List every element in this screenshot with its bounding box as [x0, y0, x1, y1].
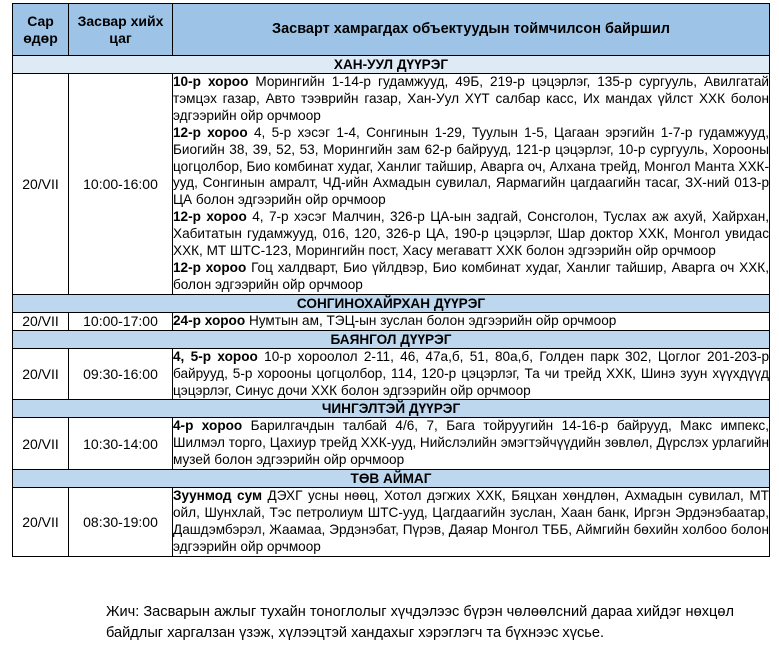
table-row [13, 418, 770, 470]
location-text: 4, 5-р хэсэг 1-4, Сонгинын 1-29, Туулын 1-5, Цагаан эрэгийн 1-7-р гудамжууд, Биогийн 38, 39, 52, 53, Морингийн зам 62-р байрууд, 121-р цэцэрлэг, 10-р сургууль, Хорооны цогцолбор, Био комбинат худаг, Ханлиг тайшир, Аварга оч, Алхана трейд, Монгол Манта ХХК-ууд, Сонгинын амралт, ЧД-ийн Ахмадын сувилал, Яармагийн цагдаагийн тасаг, ЗХ-ний 013-р ЦА болон эдгээрийн ойр орчмоор [173, 124, 769, 208]
district-row [13, 294, 770, 312]
location-text: Барилгачдын талбай 4/6, 7, Бага тойруугийн 14-16-р байрууд, Макс импекс, Шилмэл торго, Цахиур трейд ХХК-ууд, Нийслэлийн эмэгтэйчүүдийн зөвлөл, Дүрслэх урлагийн музей болон эдгээрийн ойр орчмоор [173, 418, 769, 468]
location-cell [173, 418, 770, 470]
outage-schedule-table [12, 3, 770, 557]
date-cell: 20/VII [13, 312, 69, 330]
header-location: Засварт хамрагдах объектуудын тоймчилсон байршил [173, 4, 770, 56]
table-row [13, 312, 770, 330]
unit-name: 4-р хороо [173, 418, 243, 434]
unit-name: 4, 5-р хороо [173, 348, 258, 364]
location-text: 4, 7-р хэсэг Малчин, 326-р ЦА-ын задгай, Сонсголон, Туслах аж ахуй, Хайрхан, Хабитатын гудамжууд, 016, 120, 326-р ЦА, 190-р цэцэрлэг, Шар доктор ХХК, Монгол увидас ХХК, МТ ШТС-123, Морингийн пост, Хасу мегаватт ХХК болон эдгээрийн ойр орчмоор [173, 209, 769, 259]
date-cell: 20/VII [13, 488, 69, 557]
time-cell: 10:00-16:00 [69, 74, 173, 295]
location-entry [173, 209, 769, 260]
district-row [13, 400, 770, 418]
unit-name: 24-р хороо [173, 312, 246, 328]
header-time: Засвар хийх цаг [69, 4, 173, 56]
location-entry [173, 418, 769, 469]
district-name: ХАН-УУЛ ДҮҮРЭГ [13, 56, 770, 74]
location-cell [173, 348, 770, 400]
location-text: Гоц халдварт, Био үйлдвэр, Био комбинат худаг, Ханлиг тайшир, Аварга оч ХХК, болон эдгээрийн ойр орчмоор [173, 259, 769, 292]
location-entry [173, 125, 769, 210]
unit-name: Зуунмод сум [173, 488, 263, 504]
location-text: Нумтын ам, ТЭЦ-ын зуслан болон эдгээрийн ойр орчмоор [245, 312, 617, 328]
header-date: Сар өдөр [13, 4, 69, 56]
unit-name: 10-р хороо [173, 74, 249, 89]
time-cell: 08:30-19:00 [69, 488, 173, 557]
date-cell: 20/VII [13, 418, 69, 470]
location-entry [173, 74, 769, 125]
table-header-row [13, 4, 770, 56]
location-entry [173, 313, 769, 330]
location-entry [173, 349, 769, 400]
district-row [13, 56, 770, 74]
date-cell: 20/VII [13, 74, 69, 295]
table-row [13, 74, 770, 295]
date-cell: 20/VII [13, 348, 69, 400]
location-entry [173, 260, 769, 294]
location-cell [173, 74, 770, 295]
time-cell: 10:00-17:00 [69, 312, 173, 330]
location-text: Морингийн 1-14-р гудамжууд, 49Б, 219-р цэцэрлэг, 135-р сургууль, Авилгатай тэмцэх газар, Авто тээврийн газар, Хан-Уул ХҮТ салбар касс, Их мандах үйлст ХХК болон эдгээрийн ойр орчмоор [173, 74, 769, 123]
district-row [13, 330, 770, 348]
location-text: ДЭХГ усны нөөц, Хотол дэгжих ХХК, Бяцхан хөндлөн, Ахмадын сувилал, МТ ойл, Шунхлай, Тэс петролиум ШТС-ууд, Цагдаагийн зуслан, Хаан банк, Иргэн Эрдэнэбаатар, Дашдэмбэрэл, Жаамаа, Эрдэнэбат, Пүрэв, Даяар Монгол ТББ, Аймгийн бөхийн холбоо болон эдгээрийн ойр орчмоор [173, 488, 769, 554]
district-row [13, 470, 770, 488]
unit-name: 12-р хороо [173, 209, 247, 225]
location-entry [173, 488, 769, 556]
district-name: ЧИНГЭЛТЭЙ ДҮҮРЭГ [13, 400, 770, 418]
location-cell [173, 312, 770, 330]
time-cell: 09:30-16:00 [69, 348, 173, 400]
district-name: СОНГИНОХАЙРХАН ДҮҮРЭГ [13, 294, 770, 312]
district-name: ТӨВ АЙМАГ [13, 470, 770, 488]
time-cell: 10:30-14:00 [69, 418, 173, 470]
footnote: Жич: Засварын ажлыг тухайн тоноглолыг хүчдэлээс бүрэн чөлөөлсний дараа хийдэг нөхцөл байдлыг харгалзан үзэж, хүлээцтэй хандахыг хэрэглэгч та бүхнээс хүсье. [106, 604, 734, 641]
table-row [13, 488, 770, 557]
table-body [13, 56, 770, 557]
location-cell [173, 488, 770, 557]
district-name: БАЯНГОЛ ДҮҮРЭГ [13, 330, 770, 348]
unit-name: 12-р хороо [173, 124, 248, 140]
unit-name: 12-р хороо [173, 259, 247, 275]
table-row [13, 348, 770, 400]
location-text: 10-р хороолол 2-11, 46, 47а,б, 51, 80а,б, Голден парк 302, Цоглог 201-203-р байрууд, 5-р хорооны цогцолбор, 114, 120-р цэцэрлэг, Та чи трейд ХХК, Шинэ зуун хүүхдүүд цэцэрлэг, Синус дочи ХХК болон эдгээрийн ойр орчмоор [173, 348, 770, 398]
